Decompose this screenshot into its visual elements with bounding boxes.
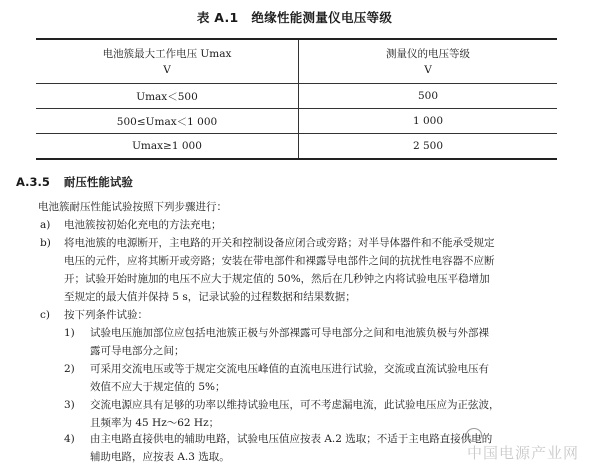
item-a-text: 电池簇按初始化充电的方法充电； (64, 219, 222, 231)
sub-item-1-line: 露可导电部分之间； (90, 345, 185, 357)
sub-marker-1: 1) (64, 327, 75, 339)
section-heading (16, 174, 133, 190)
sub-item-4-line: 由主电路直接供电的辅助电路，试验电压值应按表 A.2 选取；不适于主电路直接供电的 (90, 433, 493, 445)
table-row (36, 109, 557, 134)
section-number: A.3.5 (16, 175, 50, 189)
header-meter-level-label: 测量仪的电压等级 (386, 47, 470, 60)
table-cell: 500 (299, 84, 558, 109)
watermark-text: 中国电源产业网 (466, 444, 579, 462)
table-cell: 1 000 (299, 109, 558, 134)
table-cell: Umax≥1 000 (132, 140, 202, 152)
sub-marker-3: 3) (64, 399, 75, 411)
item-b-line: 至规定的最大值并保持 5 s，记录试验的过程数据和结果数据； (64, 291, 356, 303)
sub-item-3-line: 且频率为 45 Hz～62 Hz； (90, 417, 220, 429)
list-marker-c: c) (40, 309, 50, 321)
item-c-text: 按下列条件试验： (64, 309, 148, 321)
list-marker-b: b) (40, 237, 51, 249)
table-cell: Umax＜500 (36, 84, 299, 109)
table-row (36, 84, 557, 109)
section-title: 耐压性能试验 (63, 175, 133, 189)
sub-item-2-line: 效值不应大于规定值的 5%； (90, 381, 226, 393)
list-marker-a: a) (40, 219, 51, 231)
item-b-line: 电压的元件，应将其断开或旁路；安装在带电部件和裸露导电部件之间的抗扰性电容器不应断 (64, 255, 495, 267)
table-caption: 表 A.1 绝缘性能测量仪电压等级 (196, 10, 393, 25)
table-cell: 500≤Umax＜1 000 (36, 109, 299, 134)
item-b-line: 开；试验开始时施加的电压不应大于规定值的 50%，然后在几秒钟之内将试验电压平稳增加 (64, 273, 490, 285)
sub-item-1-line: 试验电压施加部位应包括电池簇正极与外部裸露可导电部分之间和电池簇负极与外部裸 (90, 327, 489, 339)
sub-marker-4: 4) (64, 433, 75, 445)
watermark-logo-icon (466, 428, 482, 442)
sub-item-4-line: 辅助电路，应按表 A.3 选取。 (90, 451, 230, 463)
header-max-voltage (36, 39, 299, 84)
table-cell: 2 500 (299, 134, 558, 160)
header-meter-level (299, 39, 558, 84)
sub-item-3-line: 交流电源应具有足够的功率以维持试验电压，可不考虑漏电流，此试验电压应为正弦波， (90, 399, 500, 411)
item-b-line: 将电池簇的电源断开，主电路的开关和控制设备应闭合或旁路；对半导体器件和不能承受规定 (64, 237, 495, 249)
header-meter-level-unit: V (424, 63, 432, 76)
header-max-voltage-label: 电池簇最大工作电压 Umax (102, 47, 232, 60)
sub-item-2-line: 可采用交流电压或等于规定交流电压峰值的直流电压进行试验，交流或直流试验电压有 (90, 363, 489, 375)
voltage-level-table (36, 38, 557, 160)
intro-text: 电池簇耐压性能试验按照下列步骤进行： (38, 201, 227, 213)
header-max-voltage-unit: V (163, 63, 171, 76)
table-header-row (36, 39, 557, 84)
sub-marker-2: 2) (64, 363, 75, 375)
table-row (36, 134, 557, 160)
